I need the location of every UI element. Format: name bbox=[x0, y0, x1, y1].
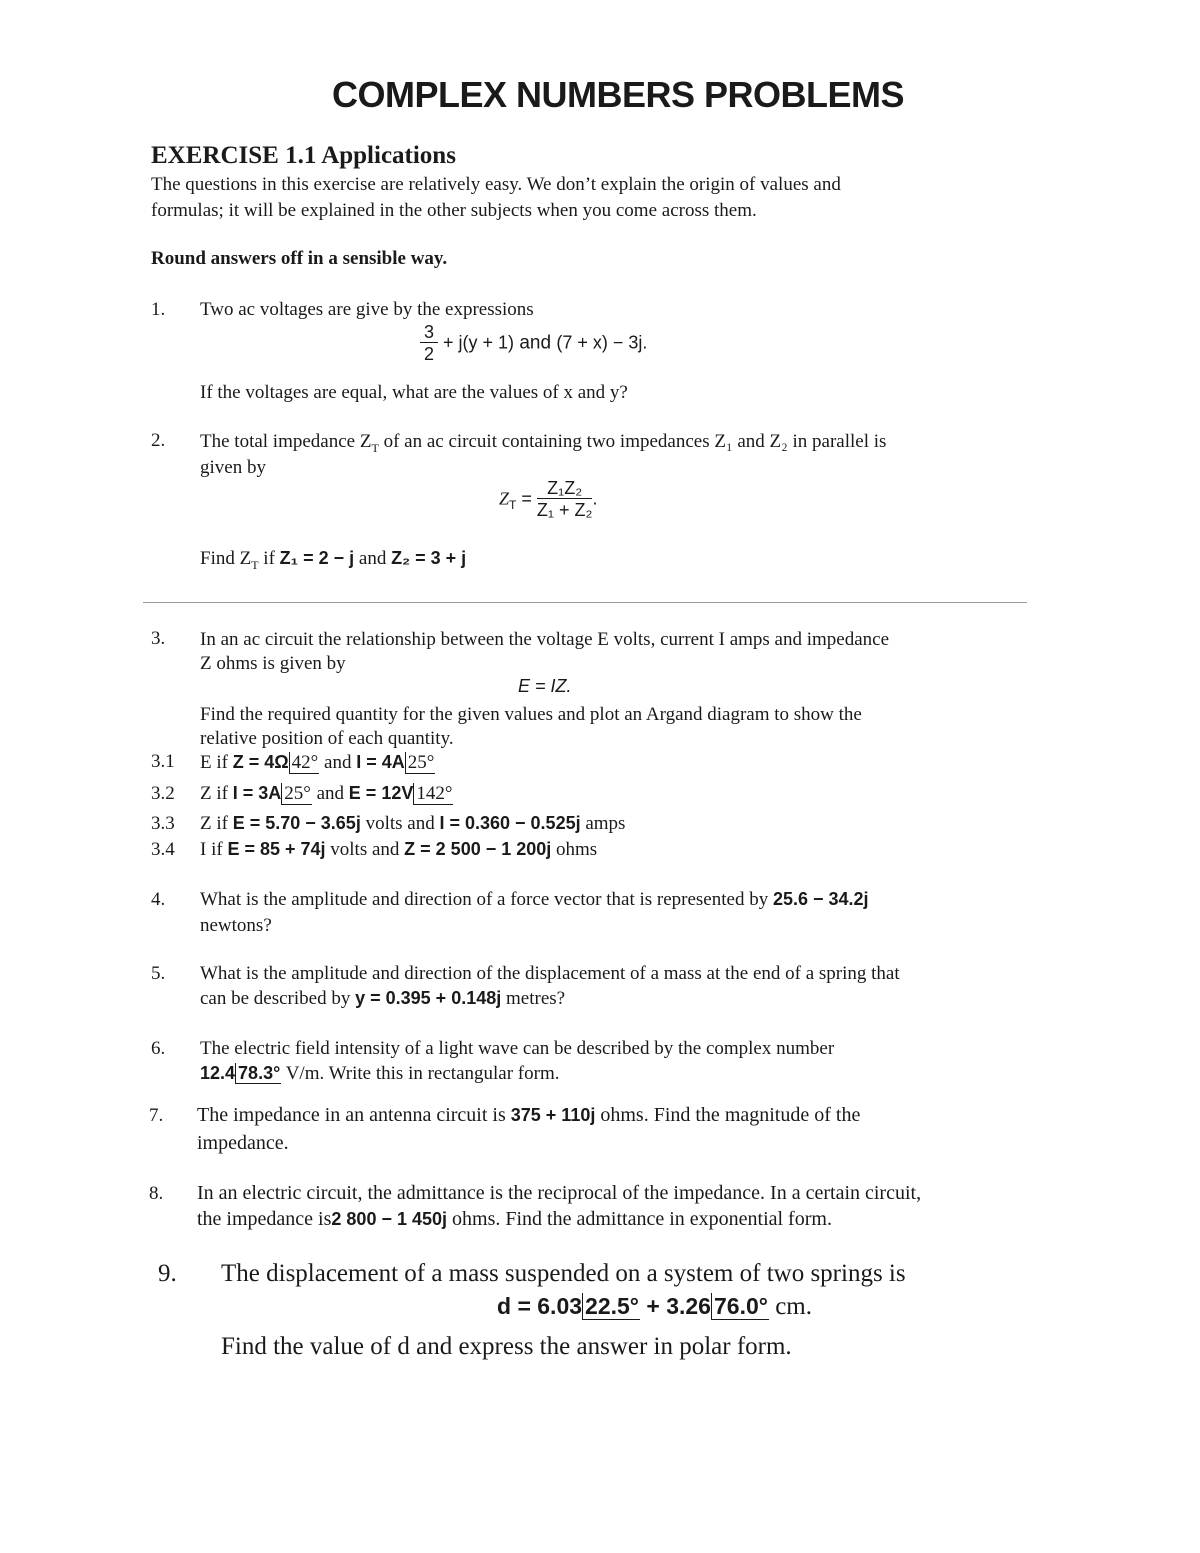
q5-line2-pre: can be described by bbox=[200, 988, 356, 1009]
q9-plus-term: + 3.26 bbox=[640, 1293, 711, 1319]
q9-formula bbox=[497, 1293, 812, 1321]
q7-number: 7. bbox=[149, 1105, 164, 1126]
q3-number: 3. bbox=[151, 628, 166, 649]
q3-sub2-b-angle: 142° bbox=[413, 783, 453, 805]
q5-value: y = 0.395 + 0.148j bbox=[355, 988, 502, 1008]
q3-line3: Find the required quantity for the given values and plot an Argand diagram to show the bbox=[200, 704, 862, 725]
q1-expr-a: + j(y + 1) bbox=[443, 332, 515, 353]
q2-formula: $Z_T$ = $\frac{\text{Z₁Z₂}}{\text{Z₁ + Z₂}}$ . bbox=[499, 478, 598, 520]
q4-value: 25.6 − 34.2j bbox=[772, 889, 869, 909]
q8-line1: In an electric circuit, the admittance is the reciprocal of the impedance. In a certain circuit, bbox=[197, 1182, 922, 1204]
q2-eq: = bbox=[516, 488, 537, 509]
q9-lhs: d = 6.03 bbox=[497, 1293, 583, 1319]
q1-expr-and: and bbox=[514, 332, 557, 354]
q5-line2-post: metres? bbox=[501, 988, 566, 1009]
q3-line1: In an ac circuit the relationship between the voltage E volts, current I amps and impedance bbox=[200, 629, 890, 650]
q2-line1-sub: T bbox=[371, 440, 379, 455]
q3-sub1-mid: and bbox=[319, 752, 357, 773]
q2-lhs: Z bbox=[499, 488, 510, 509]
q3-sub4-post: ohms bbox=[551, 839, 598, 860]
q8-value: 2 800 − 1 450j bbox=[331, 1209, 448, 1229]
q3-sub3-number: 3.3 bbox=[151, 813, 175, 834]
q3-sub1-b-angle: 25° bbox=[405, 752, 436, 774]
q7-line2: impedance. bbox=[197, 1132, 289, 1154]
exercise-intro bbox=[151, 172, 1011, 224]
q3-sub1-a-angle: 42° bbox=[289, 752, 320, 774]
q4-line1 bbox=[200, 887, 869, 912]
q8-line2-pre: the impedance is bbox=[197, 1208, 332, 1230]
q5-line2 bbox=[200, 986, 565, 1011]
q3-sub1-a: Z = 4Ω bbox=[232, 752, 289, 772]
q3-sub4-pre: I if bbox=[200, 839, 228, 860]
q3-sub2-a: I = 3A bbox=[232, 783, 282, 803]
q6-magnitude: 12.4 bbox=[200, 1063, 236, 1083]
q3-sub3-pre: Z if bbox=[200, 813, 233, 834]
q3-formula: E = IZ. bbox=[518, 676, 572, 696]
q1-line1: Two ac voltages are give by the expressions bbox=[200, 299, 534, 320]
q2-denominator: Z₁ + Z₂ bbox=[536, 500, 593, 520]
q9-number: 9. bbox=[158, 1260, 177, 1287]
section-divider bbox=[143, 602, 1027, 603]
q6-line1: The electric field intensity of a light wave can be described by the complex number bbox=[200, 1038, 835, 1059]
q9-line1: The displacement of a mass suspended on a system of two springs is bbox=[221, 1260, 906, 1287]
q2-find-label: Find Z bbox=[200, 548, 252, 569]
q3-sub2-number: 3.2 bbox=[151, 783, 175, 804]
q4-line2: newtons? bbox=[200, 915, 272, 936]
q3-sub3 bbox=[200, 811, 625, 836]
q7-value: 375 + 110j bbox=[510, 1105, 596, 1125]
q3-sub1-b: I = 4A bbox=[356, 752, 405, 772]
q3-sub3-a: E = 5.70 − 3.65j bbox=[232, 813, 361, 833]
q2-lhs-sub: T bbox=[509, 497, 517, 512]
page-title: COMPLEX NUMBERS PROBLEMS bbox=[331, 74, 905, 115]
q9-unit: cm. bbox=[768, 1293, 812, 1320]
q2-line1 bbox=[200, 429, 886, 461]
q3-line4: relative position of each quantity. bbox=[200, 728, 454, 749]
q7-line1-pre: The impedance in an antenna circuit is bbox=[197, 1104, 511, 1126]
q6-line2 bbox=[200, 1061, 559, 1086]
q6-angle: 78.3° bbox=[235, 1063, 281, 1084]
q3-sub4 bbox=[200, 837, 597, 862]
q8-number: 8. bbox=[149, 1183, 164, 1204]
q6-line2-post: V/m. Write this in rectangular form. bbox=[281, 1063, 560, 1084]
q2-z1: Z₁ = 2 − j bbox=[279, 548, 355, 568]
q2-line2: given by bbox=[200, 457, 266, 478]
q4-line1-text: What is the amplitude and direction of a force vector that is represented by bbox=[200, 889, 773, 910]
q2-find-and: and bbox=[354, 548, 392, 569]
q2-line1-rest: of an ac circuit containing two impedances Z₁ and Z₂ in parallel is bbox=[378, 431, 887, 452]
q5-number: 5. bbox=[151, 963, 166, 984]
intro-line-2: formulas; it will be explained in the other subjects when you come across them. bbox=[151, 200, 757, 221]
q2-number: 2. bbox=[151, 430, 166, 451]
q2-line1-a: The total impedance Z bbox=[200, 431, 372, 452]
q2-find bbox=[200, 546, 466, 578]
q3-sub2-a-angle: 25° bbox=[281, 783, 312, 805]
q1-frac-num: 3 bbox=[420, 322, 438, 343]
intro-line-1: The questions in this exercise are relatively easy. We don’t explain the origin of values and bbox=[151, 174, 841, 195]
q3-sub3-post: amps bbox=[580, 813, 626, 834]
q3-sub1-number: 3.1 bbox=[151, 751, 175, 772]
q4-number: 4. bbox=[151, 889, 166, 910]
q2-find-sub: T bbox=[251, 557, 259, 572]
round-note: Round answers off in a sensible way. bbox=[151, 248, 448, 269]
q3-sub3-b: I = 0.360 − 0.525j bbox=[439, 813, 581, 833]
q1-number: 1. bbox=[151, 299, 166, 320]
q3-sub3-mid: volts and bbox=[360, 813, 440, 834]
q1-question: If the voltages are equal, what are the values of x and y? bbox=[200, 382, 628, 403]
q3-sub2 bbox=[200, 781, 453, 806]
q9-angle-2: 76.0° bbox=[711, 1293, 769, 1320]
q7-line1-post: ohms. Find the magnitude of the bbox=[595, 1104, 861, 1126]
q2-fraction bbox=[537, 478, 593, 521]
q2-numerator: Z₁Z₂ bbox=[537, 478, 593, 499]
exercise-heading: EXERCISE 1.1 Applications bbox=[151, 142, 456, 169]
q3-sub2-mid: and bbox=[311, 783, 349, 804]
q3-sub2-b: E = 12V bbox=[348, 783, 414, 803]
q3-sub4-mid: volts and bbox=[325, 839, 405, 860]
q8-line2-post: ohms. Find the admittance in exponential form. bbox=[447, 1208, 832, 1230]
q1-expr-end: . bbox=[642, 332, 648, 353]
q3-sub1-pre: E if bbox=[200, 752, 233, 773]
q1-frac-den: 2 bbox=[424, 344, 435, 364]
q1-expr-b: (7 + x) − 3j bbox=[556, 332, 643, 353]
q6-number: 6. bbox=[151, 1038, 166, 1059]
q1-fraction bbox=[420, 322, 438, 365]
q3-sub4-a: E = 85 + 74j bbox=[227, 839, 326, 859]
q2-find-if: if bbox=[258, 548, 280, 569]
q3-sub1 bbox=[200, 750, 435, 775]
q5-line1: What is the amplitude and direction of the displacement of a mass at the end of a spring that bbox=[200, 963, 900, 984]
q9-angle-1: 22.5° bbox=[582, 1293, 640, 1320]
q3-line2: Z ohms is given by bbox=[200, 653, 346, 674]
q3-sub2-pre: Z if bbox=[200, 783, 233, 804]
q7-line1 bbox=[197, 1103, 860, 1128]
q3-sub4-b: Z = 2 500 − 1 200j bbox=[404, 839, 552, 859]
q1-expression bbox=[420, 322, 647, 365]
q8-line2 bbox=[197, 1207, 832, 1232]
q3-sub4-number: 3.4 bbox=[151, 839, 175, 860]
q9-line3: Find the value of d and express the answer in polar form. bbox=[221, 1333, 792, 1360]
q2-z2: Z₂ = 3 + j bbox=[391, 548, 467, 568]
